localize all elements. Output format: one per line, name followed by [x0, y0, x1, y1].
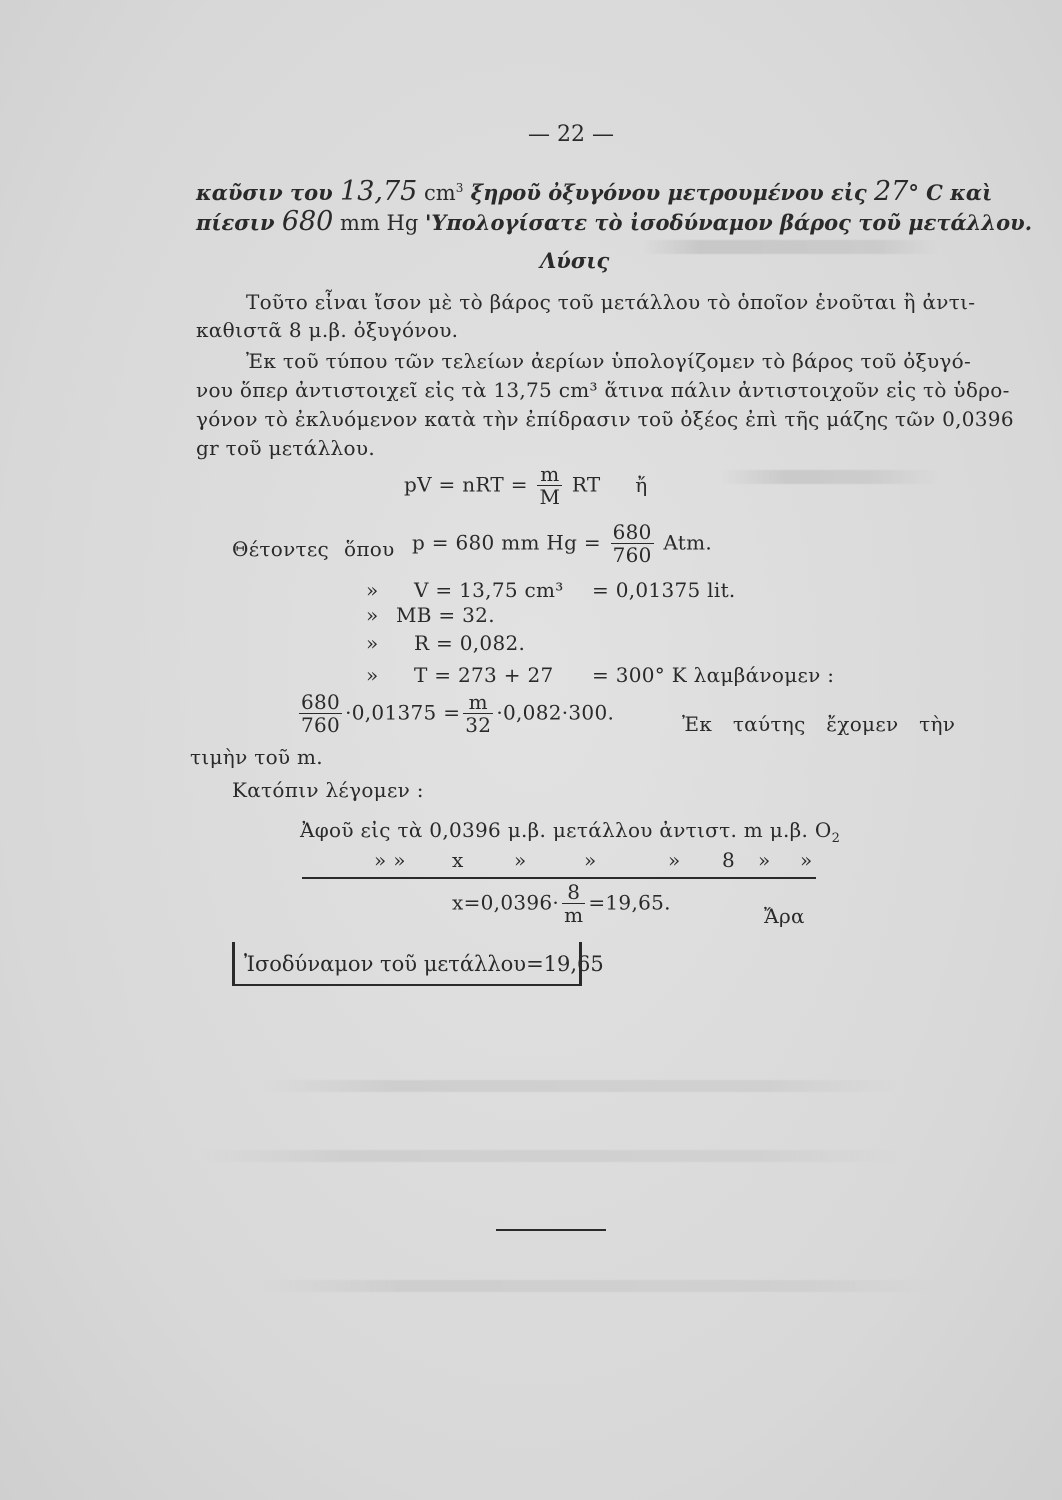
calc-den2: 32 [465, 713, 492, 737]
setting-lead: Θέτοντες [232, 537, 330, 561]
proportion-row-2e: » [668, 848, 681, 872]
problem-line-2a: πίεσιν [196, 210, 282, 235]
calc-frac1 [299, 692, 342, 736]
eq-left: pV = nRT = [404, 472, 528, 497]
bleed-through-2 [720, 470, 940, 484]
proportion-row-2f: 8 [722, 848, 736, 872]
setting-v-eq: = 0,01375 lit. [592, 578, 736, 602]
bleed-through-5 [260, 1280, 940, 1292]
proportion-row-2b: x [452, 848, 464, 872]
p-text: p = 680 mm Hg = [412, 530, 601, 555]
problem-line-1a: καῦσιν του [196, 180, 341, 205]
para2-line-3: γόνον τὸ ἐκλυόμενον κατὰ τὴν ἐπίδρασιν τοῦ ὀξέος ἐπὶ τῆς μάζης τῶν 0,0396 [196, 407, 1014, 431]
calc-num2: m [463, 692, 493, 714]
setting-mb: MB = 32. [396, 603, 495, 627]
quote-v: » [366, 578, 379, 602]
solve-den: m [564, 903, 584, 927]
quote-r: » [366, 631, 379, 655]
bottom-rule [496, 1229, 606, 1231]
setting-t: T = 273 + 27 [414, 663, 554, 687]
eq-right: RT [571, 472, 601, 497]
proportion-row-2h: » [800, 848, 813, 872]
calc-den1: 760 [301, 713, 341, 737]
proportion-row-2d: » [584, 848, 597, 872]
p-num: 680 [612, 520, 652, 544]
calc-tail: Ἐκ ταύτης ἔχομεν τὴν [682, 712, 956, 736]
solve-frac [562, 882, 585, 926]
solution-heading: Λύσις [540, 248, 610, 273]
problem-line-1b: cm [417, 181, 456, 205]
solve-num: 8 [562, 882, 585, 904]
proportion-sub: 2 [831, 831, 841, 846]
para2-line-4: gr τοῦ μετάλλου. [196, 436, 375, 460]
calc-frac2 [463, 692, 493, 736]
problem-value-volume: 13,75 [340, 176, 418, 207]
problem-value-temp: 27 [873, 176, 909, 207]
problem-line-1d: ° C καὶ [908, 180, 993, 205]
bleed-through-1 [640, 240, 940, 254]
quote-mb: » [366, 603, 379, 627]
problem-line-1c: ξηροῦ ὀξυγόνου μετρουμένου εἰς [463, 180, 874, 205]
proportion-row-2g: » [758, 848, 771, 872]
problem-value-pressure: 680 [281, 206, 334, 237]
proportion-rule [302, 877, 816, 879]
bleed-through-4 [200, 1150, 900, 1162]
solve-ara: Ἄρα [764, 904, 805, 928]
setting-v: V = 13,75 cm³ [414, 578, 564, 602]
calc-mid: ·0,01375 = [345, 700, 461, 725]
eq-fraction [537, 464, 562, 508]
eq-den: M [539, 485, 561, 509]
p-fraction [611, 522, 654, 566]
bleed-through-3 [260, 1080, 900, 1092]
problem-line-2b: mm Hg [333, 211, 425, 235]
page-number: — 22 — [528, 122, 614, 147]
calc-right: ·0,082·300. [496, 700, 615, 725]
gas-equation [404, 464, 648, 508]
eq-or: ἤ [635, 472, 648, 497]
problem-line-2c: 'Υπολογίσατε τὸ ἰσοδύναμον βάρος τοῦ μετάλλου. [424, 210, 1033, 235]
setting-where: ὅπου [344, 537, 395, 561]
para2-line-2: νου ὅπερ ἀντιστοιχεῖ εἰς τὰ 13,75 cm³ ἅτινα πάλιν ἀντιστοιχοῦν εἰς τὸ ὑδρο- [196, 378, 1010, 402]
p-unit: Atm. [663, 530, 713, 555]
proportion-row-1-text: Ἀφοῦ εἰς τὰ 0,0396 μ.β. μετάλλου ἀντιστ. m μ.β. O [300, 818, 832, 842]
para1-line-1: Τοῦτο εἶναι ἴσον μὲ τὸ βάρος τοῦ μετάλλου τὸ ὁποῖον ἑνοῦται ἢ ἀντι- [246, 290, 976, 314]
calc-num1: 680 [301, 690, 341, 714]
problem-line-2 [196, 206, 1032, 237]
proportion-row-1 [300, 818, 840, 846]
then-text: Κατόπιν λέγομεν : [232, 778, 424, 802]
p-den: 760 [612, 543, 652, 567]
proportion-row-2a: » » [374, 848, 406, 872]
result-text: Ἰσοδύναμον τοῦ μετάλλου=19,65 [244, 952, 604, 976]
problem-sup: 3 [455, 181, 464, 195]
calc-line [296, 692, 614, 736]
setting-r: R = 0,082. [414, 631, 526, 655]
solve-left: x=0,0396· [452, 890, 560, 915]
para2-line-1: Ἐκ τοῦ τύπου τῶν τελείων ἀερίων ὑπολογίζομεν τὸ βάρος τοῦ ὀξυγό- [246, 349, 972, 373]
problem-line-1 [196, 176, 992, 207]
solve-right: =19,65. [588, 890, 671, 915]
eq-num: m [537, 464, 562, 486]
calc-cont: τιμὴν τοῦ m. [190, 745, 323, 769]
quote-t: » [366, 663, 379, 687]
proportion-row-2c: » [514, 848, 527, 872]
solve-line [452, 882, 671, 926]
setting-p [412, 522, 712, 566]
para1-line-2: καθιστᾶ 8 μ.β. ὀξυγόνου. [196, 318, 459, 342]
setting-t-eq: = 300° K λαμβάνομεν : [592, 663, 835, 687]
